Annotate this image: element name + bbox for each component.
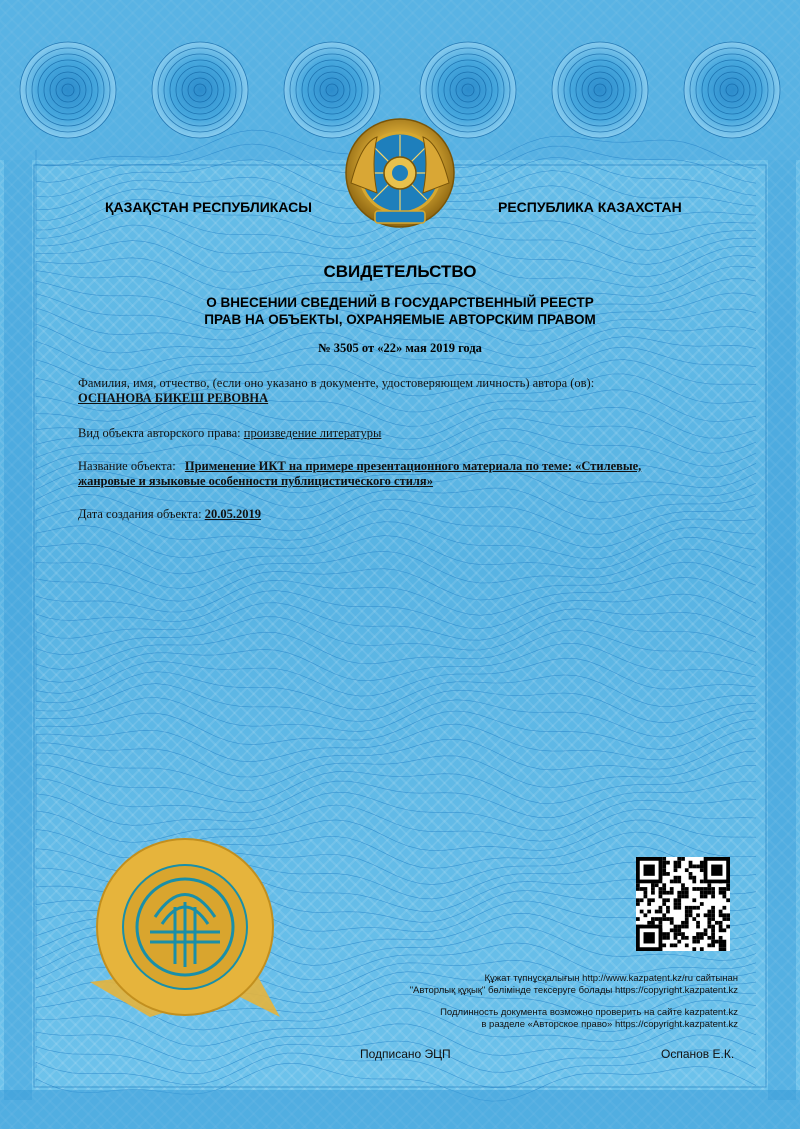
institute-seal-icon xyxy=(80,832,290,1032)
header-left: ҚАЗАҚСТАН РЕСПУБЛИКАСЫ xyxy=(105,199,312,215)
verify-kz-line2: "Авторлық құқық" бөлімінде тексеруге болады https://copyright.kazpatent.kz xyxy=(409,985,738,996)
certificate-title: СВИДЕТЕЛЬСТВО xyxy=(323,262,477,281)
signed-label: Подписано ЭЦП xyxy=(360,1047,451,1061)
header-right: РЕСПУБЛИКА КАЗАХСТАН xyxy=(498,199,682,215)
verify-kz-line1: Құжат түпнұсқалығын http://www.kazpatent.kz/ru сайтынан xyxy=(484,973,738,984)
certificate-number: № 3505 от «22» мая 2019 года xyxy=(318,341,482,355)
certificate-subtitle-line1: О ВНЕСЕНИИ СВЕДЕНИЙ В ГОСУДАРСТВЕННЫЙ РЕЕСТР xyxy=(206,295,594,310)
qr-code[interactable] xyxy=(636,857,730,951)
verify-ru-line1: Подлинность документа возможно проверить на сайте kazpatent.kz xyxy=(440,1007,738,1018)
signer-name: Оспанов Е.К. xyxy=(661,1047,735,1061)
verify-ru-line2: в разделе «Авторское право» https://copyright.kazpatent.kz xyxy=(481,1019,738,1030)
object-name xyxy=(78,459,641,474)
creation-date-label: Дата создания объекта: xyxy=(78,507,202,521)
qr-code-icon xyxy=(636,857,730,951)
creation-date-value: 20.05.2019 xyxy=(204,507,261,521)
author-label: Фамилия, имя, отчество, (если оно указано в документе, удостоверяющем личность) автора (ов): xyxy=(78,376,595,390)
certificate-subtitle-line2: ПРАВ НА ОБЪЕКТЫ, ОХРАНЯЕМЫЕ АВТОРСКИМ ПРАВОМ xyxy=(204,312,596,327)
state-emblem-icon xyxy=(343,113,457,233)
object-type-value: произведение литературы xyxy=(243,426,382,440)
object-name-label: Название объекта: xyxy=(78,459,176,473)
author-value: ОСПАНОВА БИКЕШ РЕВОВНА xyxy=(78,391,269,405)
object-name-value-line2: жанровые и языковые особенности публицистического стиля» xyxy=(78,474,433,488)
object-type xyxy=(78,426,381,441)
object-type-label: Вид объекта авторского права: xyxy=(78,426,241,440)
creation-date xyxy=(78,507,261,522)
object-name-value-line1: Применение ИКТ на примере презентационного материала по теме: «Стилевые, xyxy=(184,459,642,473)
